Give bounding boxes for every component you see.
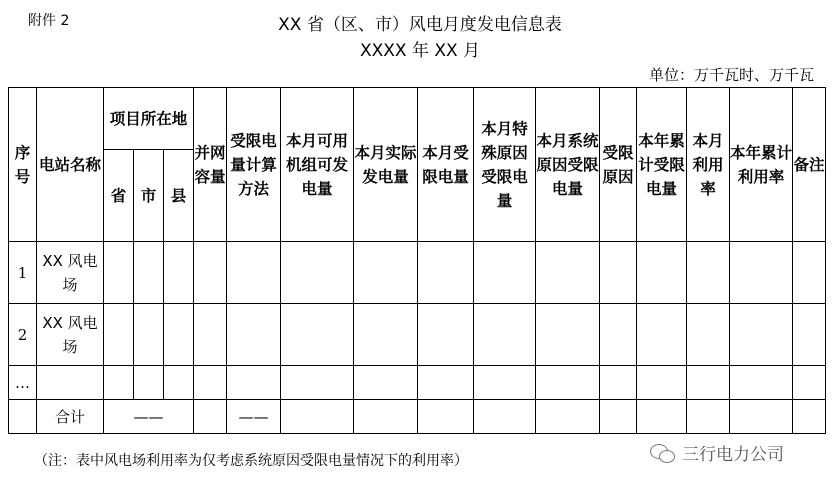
document-subtitle: XXXX 年 XX 月	[359, 41, 481, 61]
header-province: 省	[104, 150, 134, 242]
table-note: （注：表中风电场利用率为仅考虑系统原因受限电量情况下的利用率）	[34, 453, 468, 469]
attachment-label: 附件 2	[28, 13, 70, 29]
header-seq: 序号	[9, 88, 37, 242]
header-remark: 备注	[793, 88, 826, 242]
header-month-util: 本月利用率	[687, 88, 730, 242]
row-seq: 2	[9, 304, 37, 366]
row-station: XX 风电场	[37, 304, 104, 366]
watermark-text: 三行电力公司	[682, 445, 784, 465]
row-seq: …	[9, 366, 37, 400]
header-county: 县	[164, 150, 194, 242]
header-actual-gen: 本月实际发电量	[354, 88, 418, 242]
total-row	[9, 400, 826, 434]
header-station: 电站名称	[37, 88, 104, 242]
wind-power-table	[8, 87, 826, 434]
total-location-dash: ——	[104, 400, 194, 434]
header-grid-capacity: 并网容量	[194, 88, 227, 242]
row-station: XX 风电场	[37, 242, 104, 304]
header-available-gen: 本月可用机组可发电量	[281, 88, 354, 242]
table-row	[9, 366, 826, 400]
table-row	[9, 242, 826, 304]
header-location: 项目所在地	[104, 88, 194, 150]
header-limited-gen: 本月受限电量	[418, 88, 474, 242]
header-row-1	[9, 88, 826, 150]
total-method-dash: ——	[227, 400, 281, 434]
header-ytd-util: 本年累计利用率	[730, 88, 793, 242]
header-system-limited: 本月系统原因受限电量	[536, 88, 600, 242]
row-seq: 1	[9, 242, 37, 304]
header-special-limited: 本月特殊原因受限电量	[474, 88, 536, 242]
wechat-icon	[650, 442, 676, 464]
unit-label: 单位：万千瓦时、万千瓦	[648, 66, 814, 84]
total-label: 合计	[37, 400, 104, 434]
row-station	[37, 366, 104, 400]
header-ytd-limited: 本年累计受限电量	[637, 88, 687, 242]
document-title: XX 省（区、市）风电月度发电信息表	[278, 15, 562, 35]
header-city: 市	[134, 150, 164, 242]
table-row	[9, 304, 826, 366]
header-limit-reason: 受限原因	[600, 88, 637, 242]
header-calc-method: 受限电量计算方法	[227, 88, 281, 242]
watermark	[650, 440, 784, 465]
